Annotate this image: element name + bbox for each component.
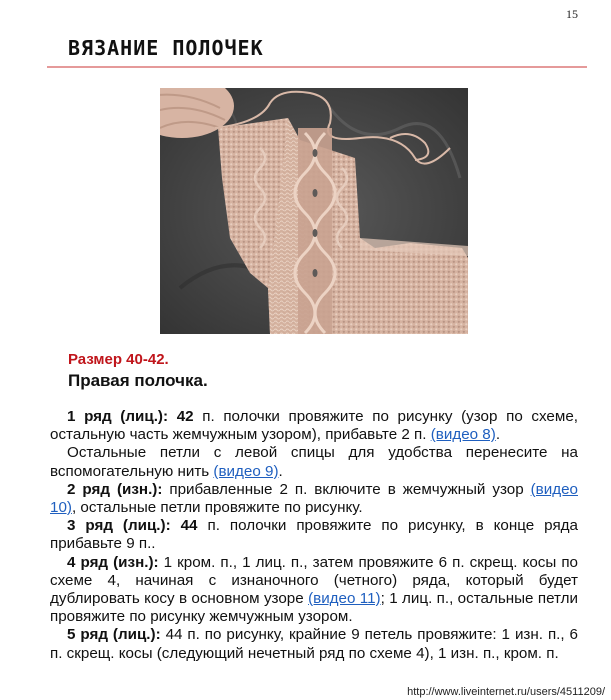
row-instruction xyxy=(50,626,578,662)
row-label: 2 ряд (изн.): xyxy=(67,480,163,498)
row-text-after: . xyxy=(278,462,283,480)
row-label: 4 ряд (изн.): xyxy=(67,553,159,571)
section-title: ВЯЗАНИЕ ПОЛОЧЕК xyxy=(68,36,264,60)
row-text: Остальные петли с левой спицы для удобства перенесите на вспомогательную нить xyxy=(50,444,578,480)
video-link[interactable]: (видео 8) xyxy=(430,426,496,444)
row-text: п. полочки провяжите по рисунку, в конце ряда прибавьте 9 п.. xyxy=(50,517,578,553)
knitting-photo-illustration xyxy=(160,88,468,334)
row-label: 5 ряд (лиц.): xyxy=(67,626,161,644)
row-instruction xyxy=(50,408,578,444)
row-instruction xyxy=(50,554,578,627)
video-link[interactable]: (видео 11) xyxy=(308,590,381,608)
row-text-after: . xyxy=(495,426,501,444)
row-stitch-count: 42 xyxy=(176,408,194,425)
row-instruction xyxy=(50,481,578,517)
video-link[interactable]: (видео 9) xyxy=(213,462,279,480)
row-text: 1 кром. п., 1 лиц. п., затем провяжите 6 п. скрещ. косы по схеме 4, начиная с изнаночного (четного) ряда, который будет дублировать косу в основном узоре xyxy=(50,553,578,608)
row-stitch-count: 44 xyxy=(180,517,198,535)
row-label: 1 ряд (лиц.): xyxy=(67,408,169,425)
knitting-photo xyxy=(160,88,468,334)
row-text: прибавленные 2 п. включите в жемчужный узор xyxy=(162,480,531,498)
size-heading: Размер 40-42. xyxy=(68,351,169,368)
page-number: 15 xyxy=(566,7,578,21)
row-text-after: ; 1 лиц. п., остальные петли провяжите по рисунку жемчужным узором. xyxy=(50,590,578,626)
row-instruction xyxy=(50,444,578,480)
video-link[interactable]: (видео 10) xyxy=(50,480,578,517)
front-heading: Правая полочка. xyxy=(68,371,208,390)
row-text: 44 п. по рисунку, крайние 9 петель провяжите: 1 изн. п., 6 п. скрещ. косы (следующий нечетный ряд по схеме 4), 1 изн. п., кром. п. xyxy=(50,626,578,662)
row-instruction xyxy=(50,517,578,553)
title-divider xyxy=(47,66,587,68)
source-watermark: http://www.liveinternet.ru/users/4511209/ xyxy=(407,686,605,698)
row-label: 3 ряд (лиц.): xyxy=(67,517,171,535)
row-text-after: , остальные петли провяжите по рисунку. xyxy=(71,499,363,517)
instructions-body xyxy=(50,408,578,663)
row-text: п. полочки провяжите по рисунку (узор по схеме, остальную часть жемчужным узором), прибавьте 2 п. xyxy=(50,408,578,444)
